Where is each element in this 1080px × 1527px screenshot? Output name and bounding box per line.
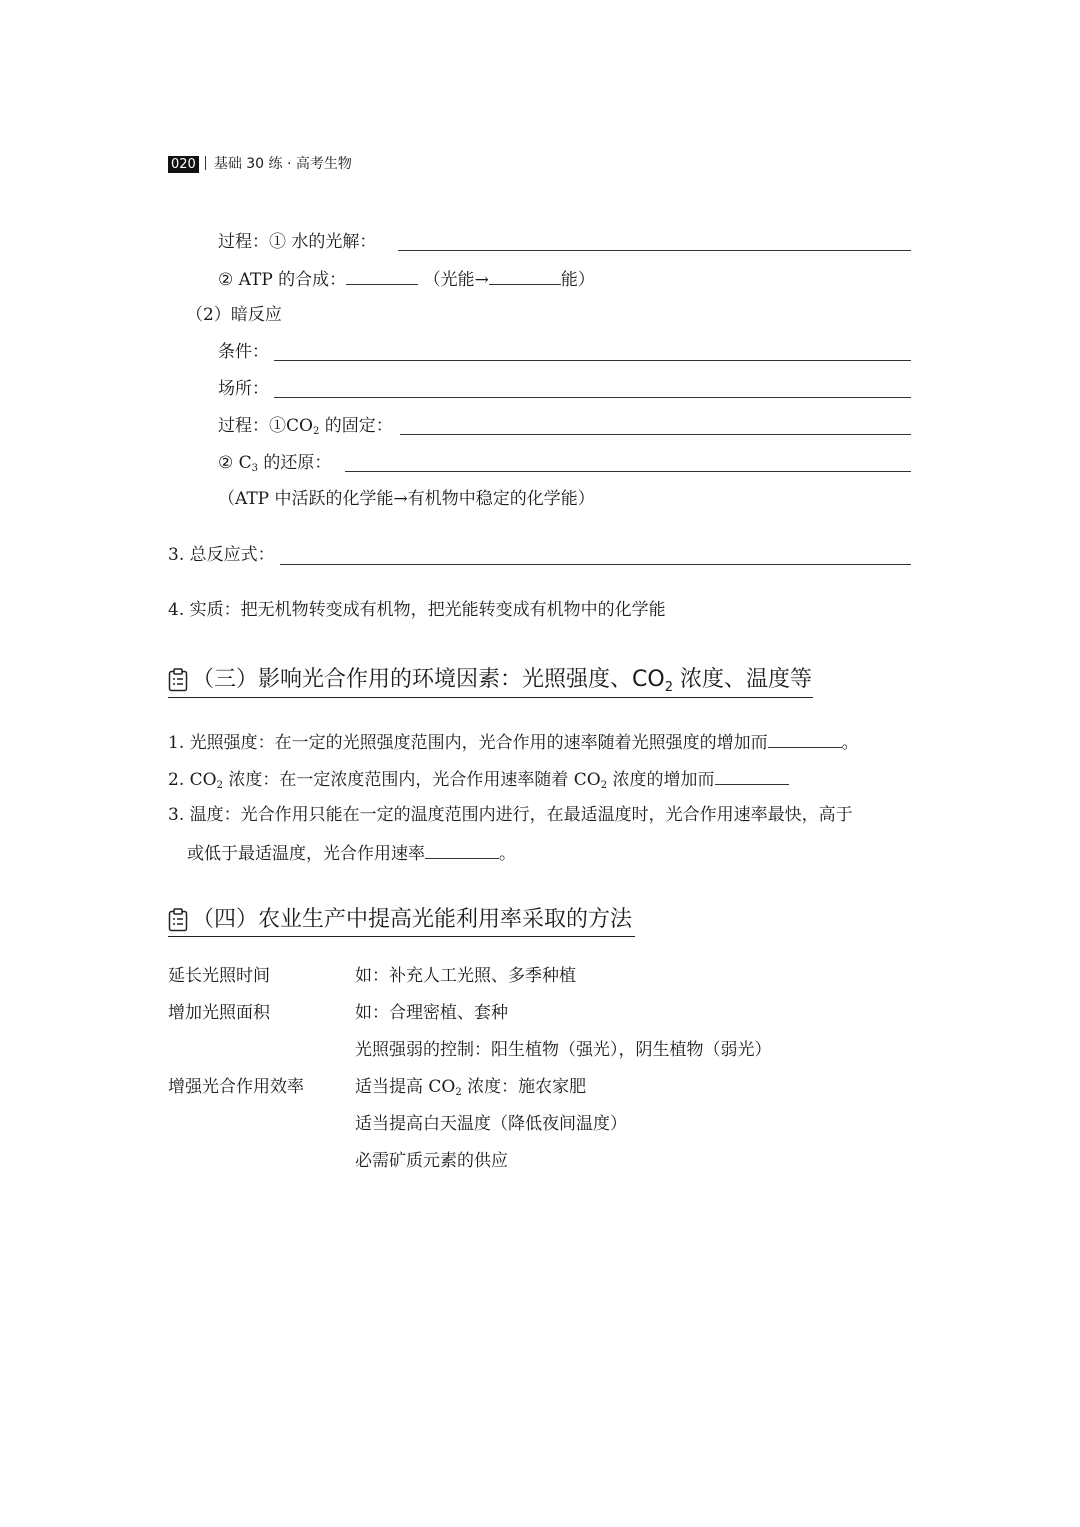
clipboard-icon — [168, 668, 188, 692]
water-photolysis-label: 过程：① 水的光解： — [218, 232, 377, 252]
method-text — [355, 1077, 586, 1097]
total-equation-blank[interactable] — [280, 564, 911, 565]
method-label: 增加光照面积 — [168, 1003, 270, 1023]
method-text: 如：合理密植、套种 — [355, 1003, 508, 1023]
co2-item-text-c: 浓度的增加而 — [607, 770, 715, 790]
light-intensity-end: 。 — [841, 733, 859, 753]
light-intensity-blank[interactable] — [768, 731, 842, 748]
co2-fixation-sub: 2 — [312, 426, 320, 437]
clipboard-icon — [168, 908, 188, 932]
atp-synthesis-row — [218, 268, 595, 290]
temperature-blank[interactable] — [425, 842, 499, 859]
section-3-underline — [168, 697, 813, 698]
c3-reduction-label — [218, 453, 331, 473]
method-text-b: 浓度：施农家肥 — [461, 1077, 587, 1097]
temperature-end: 。 — [499, 844, 516, 864]
method-text-sub: 2 — [455, 1087, 462, 1098]
total-equation-label: 3. 总反应式： — [168, 545, 275, 565]
method-text: 适当提高白天温度（降低夜间温度） — [355, 1114, 627, 1134]
co2-item-sub-2: 2 — [600, 780, 608, 791]
co2-fixation-label — [218, 416, 393, 436]
section-3-title-a: （三）影响光合作用的环境因素：光照强度、CO — [192, 667, 665, 692]
co2-item-text-a: 2. CO — [168, 770, 217, 790]
water-photolysis-blank[interactable] — [398, 250, 911, 251]
condition-blank[interactable] — [274, 360, 911, 361]
co2-item-sub-1: 2 — [216, 780, 223, 791]
method-label: 增强光合作用效率 — [168, 1077, 304, 1097]
book-title: 基础 30 练 · 高考生物 — [213, 156, 352, 172]
energy-close: 能） — [560, 270, 595, 290]
method-text: 如：补充人工光照、多季种植 — [355, 966, 576, 986]
page-number: 020 — [168, 156, 199, 173]
method-label: 延长光照时间 — [168, 966, 270, 986]
atp-synthesis-blank[interactable] — [346, 268, 418, 285]
c3-reduction-sub: 3 — [251, 463, 259, 474]
place-label: 场所： — [218, 379, 269, 399]
method-text-a: 适当提高 CO — [355, 1077, 456, 1097]
dark-reaction-heading: （2）暗反应 — [186, 305, 282, 325]
light-intensity-text: 1. 光照强度：在一定的光照强度范围内，光合作用的速率随着光照强度的增加而 — [168, 733, 768, 753]
energy-open: （光能→ — [423, 270, 489, 290]
section-4-underline — [168, 936, 635, 937]
co2-fixation-text-b: 的固定： — [319, 416, 393, 436]
temperature-item-line-2 — [187, 842, 516, 864]
essence-text: 4. 实质：把无机物转变成有机物，把光能转变成有机物中的化学能 — [168, 600, 666, 620]
section-3-title-sub: 2 — [664, 680, 673, 695]
co2-fixation-blank[interactable] — [400, 434, 911, 435]
condition-label: 条件： — [218, 342, 269, 362]
light-intensity-item — [168, 731, 859, 753]
energy-blank[interactable] — [489, 268, 561, 285]
method-text: 光照强弱的控制：阳生植物（强光），阴生植物（弱光） — [355, 1040, 772, 1060]
section-3-title-b: 浓度、温度等 — [672, 667, 812, 692]
section-3-title — [192, 666, 812, 694]
temperature-text: 或低于最适温度，光合作用速率 — [187, 844, 425, 864]
method-text: 必需矿质元素的供应 — [355, 1151, 508, 1171]
place-blank[interactable] — [274, 397, 911, 398]
dark-energy-note: （ATP 中活跃的化学能→有机物中稳定的化学能） — [218, 489, 595, 509]
co2-item-text-b: 浓度：在一定浓度范围内，光合作用速率随着 CO — [222, 770, 601, 790]
co2-concentration-item — [168, 768, 789, 790]
co2-fixation-text-a: 过程：①CO — [218, 416, 313, 436]
page-header — [168, 154, 352, 174]
atp-synthesis-label: ② ATP 的合成： — [218, 270, 347, 290]
section-4-title: （四）农业生产中提高光能利用率采取的方法 — [192, 907, 633, 932]
header-divider — [205, 156, 206, 170]
temperature-item-line-1: 3. 温度：光合作用只能在一定的温度范围内进行，在最适温度时，光合作用速率最快，高于 — [168, 805, 853, 825]
c3-reduction-text-b: 的还原： — [258, 453, 332, 473]
c3-reduction-text-a: ② C — [218, 453, 252, 473]
co2-concentration-blank[interactable] — [715, 768, 789, 785]
c3-reduction-blank[interactable] — [345, 471, 911, 472]
